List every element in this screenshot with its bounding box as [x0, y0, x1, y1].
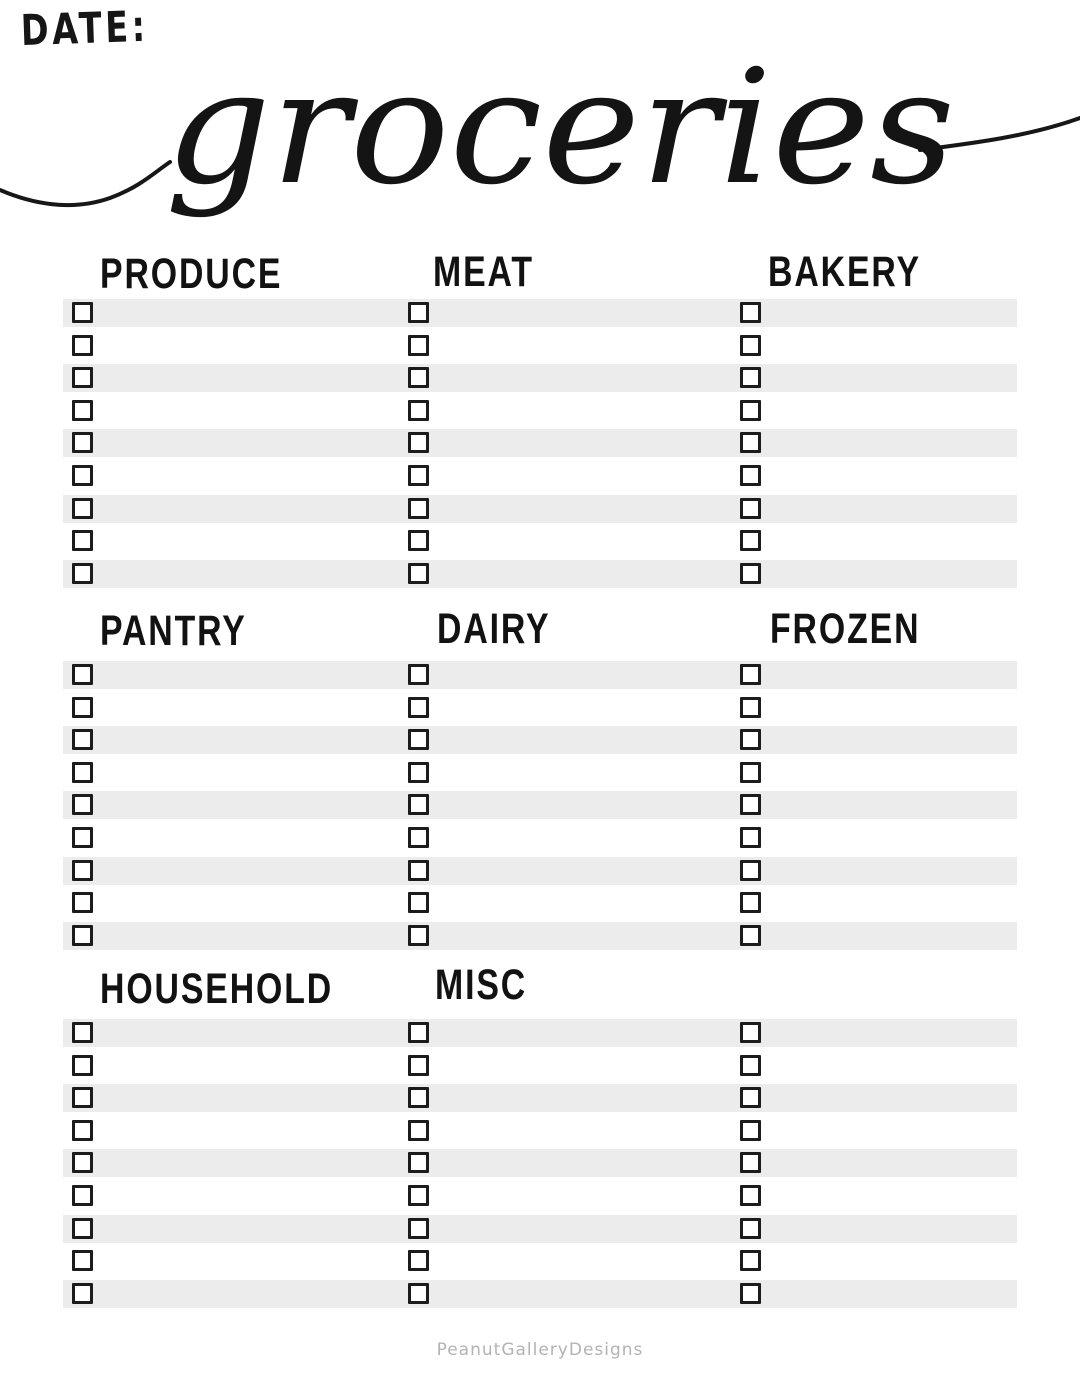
checkbox[interactable]: [740, 925, 761, 946]
checkbox[interactable]: [740, 762, 761, 783]
checkbox[interactable]: [72, 762, 93, 783]
checkbox[interactable]: [72, 400, 93, 421]
list-row: [63, 495, 1017, 523]
header-pantry: PANTRY: [100, 606, 247, 655]
checkbox[interactable]: [740, 563, 761, 584]
checkbox[interactable]: [740, 1283, 761, 1304]
list-row: [63, 889, 1017, 917]
checkbox[interactable]: [72, 1250, 93, 1271]
list-row: [63, 661, 1017, 689]
checkbox[interactable]: [740, 1185, 761, 1206]
checkbox[interactable]: [408, 432, 429, 453]
checkbox[interactable]: [740, 1055, 761, 1076]
checkbox[interactable]: [72, 1218, 93, 1239]
checkbox[interactable]: [408, 367, 429, 388]
checkbox[interactable]: [408, 335, 429, 356]
checkbox[interactable]: [72, 925, 93, 946]
list-row: [63, 1215, 1017, 1243]
checkbox[interactable]: [72, 302, 93, 323]
checkbox[interactable]: [740, 794, 761, 815]
checkbox[interactable]: [408, 465, 429, 486]
checkbox[interactable]: [408, 1120, 429, 1141]
checkbox[interactable]: [740, 1087, 761, 1108]
checkbox[interactable]: [72, 1087, 93, 1108]
date-label: DATE:: [20, 1, 150, 56]
checkbox[interactable]: [740, 892, 761, 913]
checkbox[interactable]: [740, 432, 761, 453]
list-row: [63, 694, 1017, 722]
checkbox[interactable]: [72, 794, 93, 815]
checkbox[interactable]: [740, 400, 761, 421]
header-dairy: DAIRY: [437, 604, 551, 653]
checkbox[interactable]: [740, 664, 761, 685]
checkbox[interactable]: [408, 1185, 429, 1206]
checkbox[interactable]: [740, 302, 761, 323]
checkbox[interactable]: [72, 697, 93, 718]
checkbox[interactable]: [740, 1120, 761, 1141]
checkbox[interactable]: [72, 1022, 93, 1043]
checkbox[interactable]: [408, 498, 429, 519]
checkbox[interactable]: [740, 335, 761, 356]
section-rows-bottom: [63, 1019, 1017, 1312]
checkbox[interactable]: [740, 697, 761, 718]
checkbox[interactable]: [408, 762, 429, 783]
checkbox[interactable]: [72, 827, 93, 848]
list-row: [63, 824, 1017, 852]
checkbox[interactable]: [72, 1152, 93, 1173]
checkbox[interactable]: [408, 1218, 429, 1239]
list-row: [63, 299, 1017, 327]
checkbox[interactable]: [740, 1218, 761, 1239]
list-row: [63, 397, 1017, 425]
checkbox[interactable]: [740, 530, 761, 551]
checkbox[interactable]: [72, 530, 93, 551]
checkbox[interactable]: [72, 1185, 93, 1206]
list-row: [63, 364, 1017, 392]
list-row: [63, 1149, 1017, 1177]
list-row: [63, 429, 1017, 457]
list-row: [63, 1052, 1017, 1080]
checkbox[interactable]: [408, 1283, 429, 1304]
checkbox[interactable]: [408, 1250, 429, 1271]
checkbox[interactable]: [72, 465, 93, 486]
checkbox[interactable]: [408, 1055, 429, 1076]
header-household: HOUSEHOLD: [100, 964, 334, 1013]
list-row: [63, 1280, 1017, 1308]
checkbox[interactable]: [408, 1087, 429, 1108]
checkbox[interactable]: [740, 1022, 761, 1043]
checkbox[interactable]: [72, 664, 93, 685]
watermark: PeanutGalleryDesigns: [436, 1340, 644, 1360]
checkbox[interactable]: [740, 729, 761, 750]
swash-left-icon: [0, 162, 170, 205]
title-script: [0, 50, 1080, 250]
checkbox[interactable]: [740, 860, 761, 881]
section-rows-top: [63, 299, 1017, 592]
list-row: [63, 791, 1017, 819]
checkbox[interactable]: [740, 827, 761, 848]
list-row: [63, 332, 1017, 360]
checkbox[interactable]: [408, 827, 429, 848]
header-frozen: FROZEN: [770, 604, 921, 653]
checkbox[interactable]: [740, 1250, 761, 1271]
checkbox[interactable]: [72, 729, 93, 750]
checkbox[interactable]: [740, 465, 761, 486]
list-row: [63, 1182, 1017, 1210]
checkbox[interactable]: [72, 563, 93, 584]
checkbox[interactable]: [72, 1120, 93, 1141]
checkbox[interactable]: [72, 860, 93, 881]
checkbox[interactable]: [408, 563, 429, 584]
list-row: [63, 1247, 1017, 1275]
header-produce: PRODUCE: [100, 249, 283, 298]
list-row: [63, 527, 1017, 555]
checkbox[interactable]: [408, 664, 429, 685]
header-bakery: BAKERY: [768, 247, 921, 296]
list-row: [63, 462, 1017, 490]
checkbox[interactable]: [408, 794, 429, 815]
checkbox[interactable]: [408, 1022, 429, 1043]
header-misc: MISC: [435, 960, 528, 1009]
checkbox[interactable]: [740, 1152, 761, 1173]
checkbox[interactable]: [408, 925, 429, 946]
page-title: groceries: [165, 50, 955, 220]
checkbox[interactable]: [740, 498, 761, 519]
checkbox[interactable]: [740, 367, 761, 388]
header-meat: MEAT: [433, 247, 534, 296]
checkbox[interactable]: [72, 498, 93, 519]
section-rows-middle: [63, 661, 1017, 954]
list-row: [63, 1019, 1017, 1047]
checkbox[interactable]: [72, 432, 93, 453]
checkbox[interactable]: [408, 697, 429, 718]
checkbox[interactable]: [72, 1055, 93, 1076]
list-row: [63, 726, 1017, 754]
checkbox[interactable]: [72, 1283, 93, 1304]
checkbox[interactable]: [408, 302, 429, 323]
checkbox[interactable]: [72, 335, 93, 356]
checkbox[interactable]: [408, 860, 429, 881]
checkbox[interactable]: [408, 400, 429, 421]
list-row: [63, 560, 1017, 588]
checkbox[interactable]: [408, 729, 429, 750]
list-row: [63, 1084, 1017, 1112]
checkbox[interactable]: [408, 892, 429, 913]
list-row: [63, 1117, 1017, 1145]
list-row: [63, 922, 1017, 950]
checkbox[interactable]: [72, 892, 93, 913]
list-row: [63, 759, 1017, 787]
checkbox[interactable]: [72, 367, 93, 388]
checkbox[interactable]: [408, 1152, 429, 1173]
list-row: [63, 857, 1017, 885]
checkbox[interactable]: [408, 530, 429, 551]
